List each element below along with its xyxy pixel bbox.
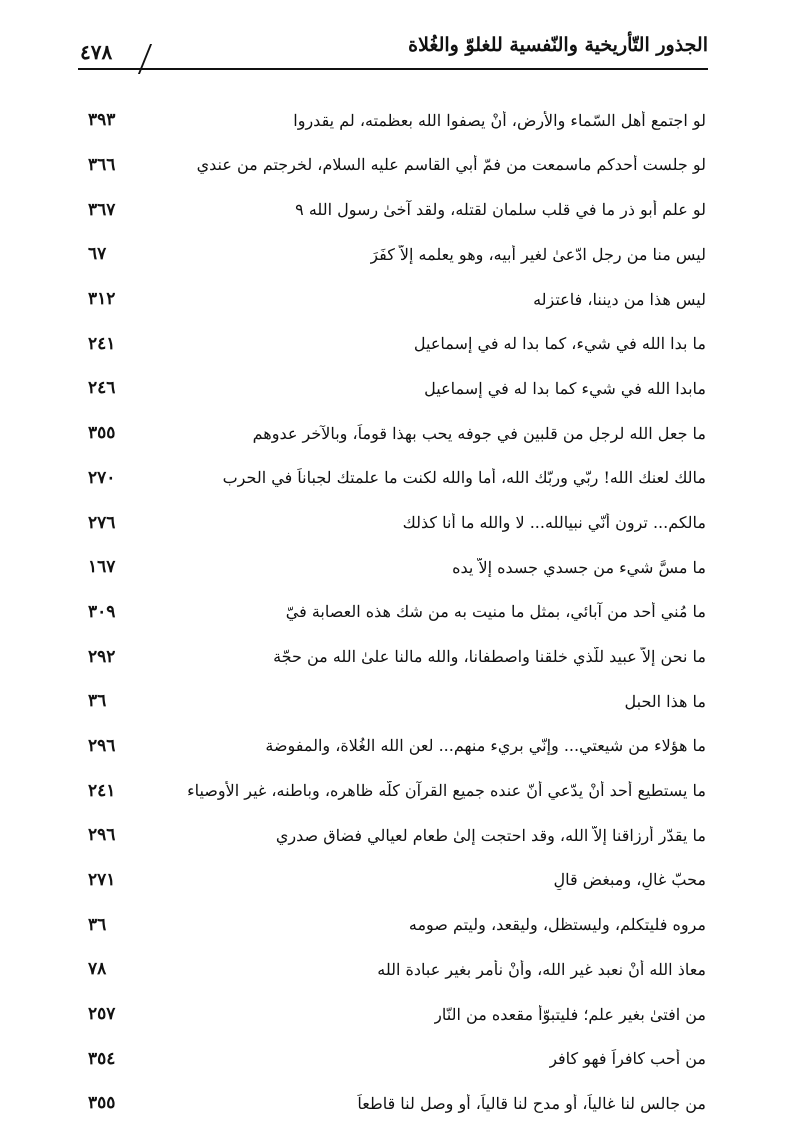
index-entry: [88, 545, 706, 590]
index-entry: [88, 411, 706, 456]
index-entry: [88, 902, 706, 947]
entry-page-number: ٢٤٦: [88, 378, 116, 399]
entry-page-number: ٢٧٦: [88, 512, 116, 533]
entry-text: مروه فليتكلم، وليستظل، وليقعد، وليتم صومه: [408, 915, 706, 935]
entry-page-number: ٢٥٧: [88, 1004, 116, 1025]
index-entry: [88, 858, 706, 903]
entry-page-number: ٧٨: [88, 959, 107, 980]
running-title: الجذور التّأريخية والنّفسية للغلوّ والغُلاة: [408, 34, 708, 56]
index-entry: [88, 590, 706, 635]
entry-text: من جالس لنا غالياً، أو مدح لنا قالياً، أو وصل لنا قاطعاً: [357, 1093, 706, 1113]
page-number: ٤٧٨: [80, 40, 113, 64]
entry-page-number: ٢٤١: [88, 780, 116, 801]
index-entry: [88, 500, 706, 545]
index-entry: [88, 992, 706, 1037]
entry-page-number: ٣١٢: [88, 289, 116, 310]
index-entry: [88, 1036, 706, 1081]
entry-page-number: ٣٦: [88, 691, 107, 712]
entry-text: ما نحن إلاّ عبيد للّذي خلقنا واصطفانا، والله مالنا علىٰ الله من حجّة: [273, 647, 706, 666]
entry-page-number: ٣٥٥: [88, 423, 116, 444]
entry-page-number: ٢٤١: [88, 333, 116, 354]
entry-text: لو علم أبو ذر ما في قلب سلمان لقتله، ولقد آخىٰ رسول الله ٩: [295, 200, 706, 220]
entry-text: لو جلست أحدكم ماسمعت من فمّ أبي القاسم عليه السلام، لخرجتم من عندي: [196, 155, 706, 175]
entry-page-number: ٣٥٥: [88, 1093, 116, 1114]
entry-page-number: ٦٧: [88, 244, 107, 265]
index-entry: [88, 143, 706, 188]
index-entry: [88, 456, 706, 501]
entry-page-number: ٢٧٠: [88, 467, 116, 488]
entry-text: مالك لعنك الله! ربّي وربّك الله، أما والله لكنت ما علمتك لجباناً في الحرب: [222, 468, 706, 488]
entry-page-number: ٢٩٢: [88, 646, 116, 667]
entry-text: ما يستطيع أحد أنْ يدّعي أنّ عنده جميع القرآن كلّه ظاهره، وباطنه، غير الأوصياء: [187, 781, 706, 801]
index-entry: [88, 634, 706, 679]
entry-text: ما بدا الله في شيء، كما بدا له في إسماعيل: [413, 334, 706, 354]
index-entry: [88, 232, 706, 277]
entry-text: ما يقدّر أرزاقنا إلاّ الله، وقد احتجت إلىٰ طعام لعيالي فضاق صدري: [275, 825, 706, 845]
index-entry: [88, 366, 706, 411]
entry-text: ما مُني أحد من آبائي، بمثل ما منيت به من شك هذه العصابة فيّ: [285, 602, 706, 622]
entry-text: لو اجتمع أهل السّماء والأرض، أنْ يصفوا الله بعظمته، لم يقدروا: [293, 110, 706, 130]
index-entry: [88, 187, 706, 232]
entry-text: ما مسَّ شيء من جسدي جسده إلاّ يده: [452, 557, 706, 577]
index-entry: [88, 768, 706, 813]
entry-text: ما هذا الحبل: [624, 691, 706, 711]
entry-page-number: ٢٩٦: [88, 735, 116, 756]
entry-page-number: ٣٦٦: [88, 155, 116, 176]
entry-text: مابدا الله في شيء كما بدا له في إسماعيل: [424, 378, 706, 398]
index-entry: [88, 1081, 706, 1126]
header-rule: [78, 68, 708, 70]
index-entry: [88, 813, 706, 858]
entry-text: من افتىٰ بغير علم؛ فليتبوّأ مقعده من النّار: [434, 1004, 706, 1024]
entry-text: ما جعل الله لرجلٍ من قلبين في جوفه يحب بهذا قوماً، وبالآخر عدوهم: [252, 423, 706, 443]
entry-page-number: ١٦٧: [88, 557, 116, 578]
entry-text: محبّ غالٍ، ومبغض قالٍ: [553, 870, 706, 890]
entry-text: من أحب كافراً فهو كافر: [549, 1049, 706, 1069]
entry-page-number: ٢٧١: [88, 870, 116, 891]
index-entry: [88, 679, 706, 724]
index-entry: [88, 277, 706, 322]
entry-text: ما هؤلاء من شيعتي... وإنّي بريء منهم... لعن الله الغُلاة، والمفوضة: [265, 736, 706, 756]
entry-text: معاذ الله أنْ نعبد غير الله، وأنْ نأمر بغير عبادة الله: [377, 959, 706, 979]
index-entry: [88, 947, 706, 992]
entry-page-number: ٢٩٦: [88, 825, 116, 846]
entry-page-number: ٣٩٣: [88, 110, 116, 131]
page-header: [78, 30, 708, 74]
index-entry: [88, 321, 706, 366]
entry-text: ليس منا من رجل ادّعىٰ لغير أبيه، وهو يعلمه إلاّ كفَرَ: [370, 244, 706, 264]
entry-page-number: ٣٥٤: [88, 1048, 116, 1069]
entry-page-number: ٣٠٩: [88, 601, 116, 622]
index-entry: [88, 724, 706, 769]
entry-text: ليس هذا من ديننا، فاعتزله: [533, 289, 706, 309]
entry-page-number: ٣٦: [88, 914, 107, 935]
entry-text: مالكم... ترون أنّي نبيالله... لا والله ما أنا كذلك: [402, 512, 706, 532]
entry-page-number: ٣٦٧: [88, 199, 116, 220]
index-entry: [88, 98, 706, 143]
index-list: [88, 98, 706, 1126]
